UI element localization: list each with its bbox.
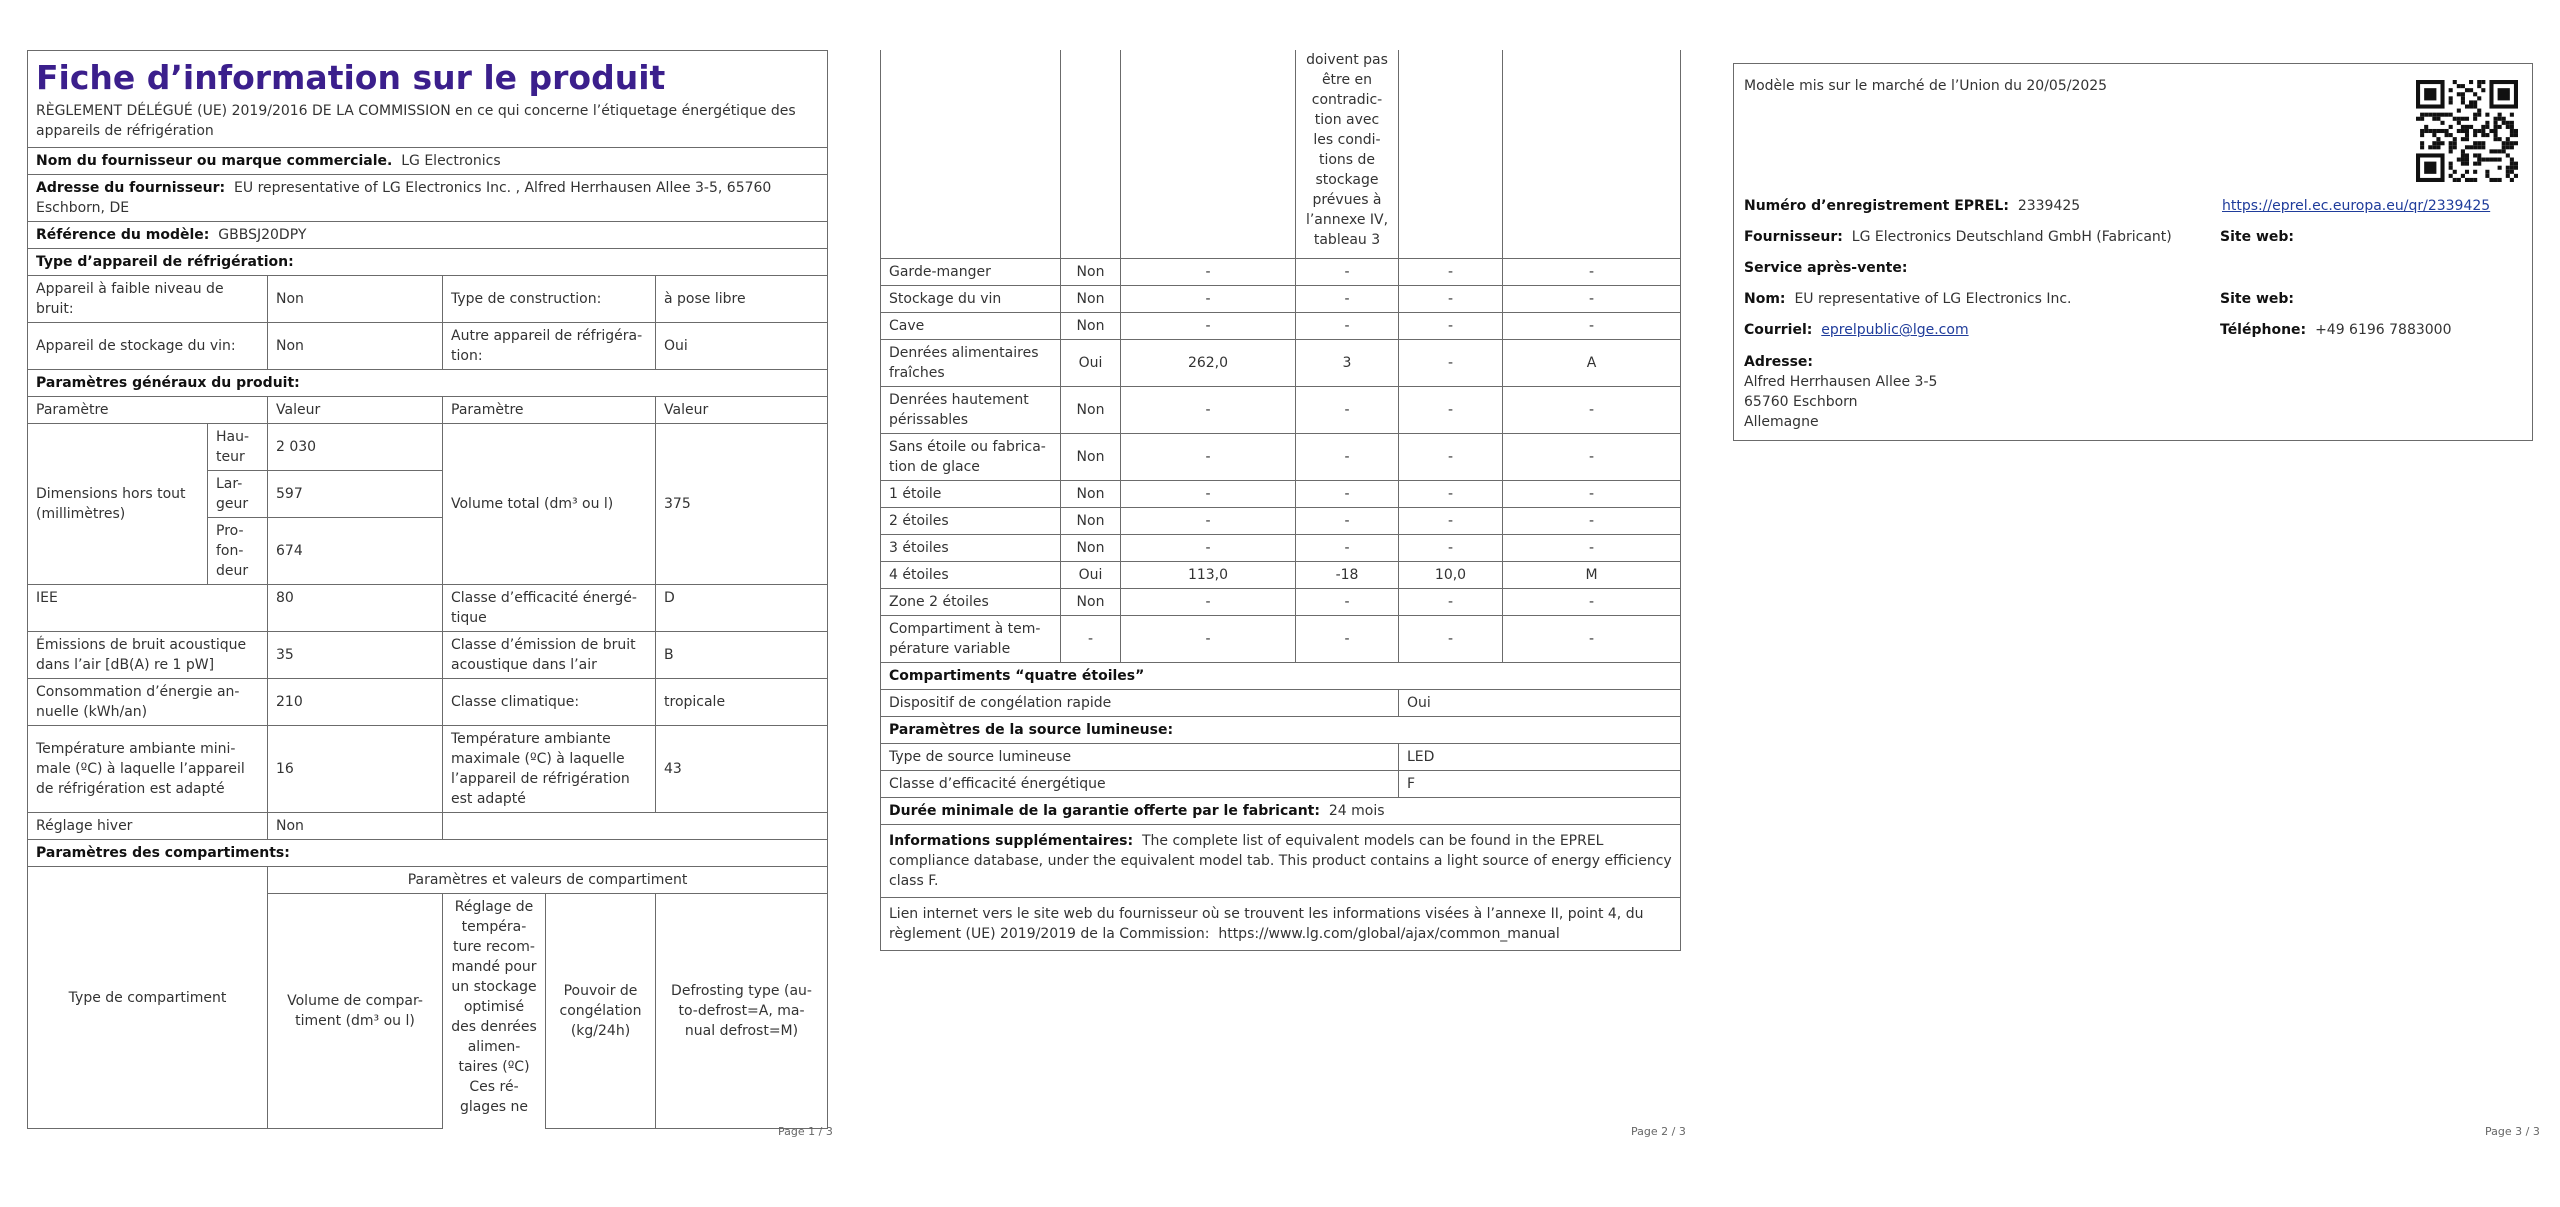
construction-value: à pose libre	[656, 276, 828, 323]
page-2	[880, 50, 1680, 951]
supplier-value: LG Electronics Deutschland GmbH (Fabricant)	[1851, 229, 2172, 245]
compartment-row	[881, 588, 1681, 615]
compartment-volume: -	[1121, 386, 1296, 433]
product-info-table-2	[880, 50, 1681, 951]
compartment-row	[881, 386, 1681, 433]
market-date: Modèle mis sur le marché de l’Union du 20/05/2025	[1744, 78, 2108, 94]
light-class-value: F	[1399, 770, 1681, 797]
compartment-freeze: -	[1399, 534, 1503, 561]
blank-header-cell	[881, 50, 1061, 258]
noise-label: Émissions de bruit acoustique dans l’air [dB(A) re 1 pW]	[28, 632, 268, 679]
compartments-label: Paramètres des compartiments:	[28, 840, 828, 867]
manual-link[interactable]: https://www.lg.com/global/ajax/common_manual	[1218, 925, 1560, 942]
compartment-present: -	[1061, 615, 1121, 662]
extra-value: The complete list of equivalent models can be found in the EPREL compliance database, under the equivalent model tab. This product contains a light source of energy efficiency class F.	[889, 832, 1672, 889]
compartment-name: Stockage du vin	[881, 285, 1061, 312]
address-line-2: 65760 Eschborn	[1744, 394, 1858, 410]
compartment-name: Compartiment à tem-pérature variable	[881, 615, 1061, 662]
four-star-label: Compartiments “quatre étoiles”	[881, 662, 1681, 689]
wine-value: Non	[268, 323, 443, 370]
page-title: Fiche d’information sur le produit	[36, 58, 666, 97]
compartment-temp: -	[1296, 615, 1399, 662]
width-value: 597	[268, 471, 443, 518]
compartment-name: 1 étoile	[881, 480, 1061, 507]
compartment-present: Non	[1061, 433, 1121, 480]
compartment-defrost: A	[1503, 339, 1681, 386]
other-label: Autre appareil de réfrigéra-tion:	[443, 323, 656, 370]
email-link[interactable]: eprelpublic@lge.com	[1821, 322, 1969, 338]
compartment-name: 4 étoiles	[881, 561, 1061, 588]
compartment-temp: -	[1296, 258, 1399, 285]
supplier-name-label: Nom du fournisseur ou marque commerciale.	[36, 153, 393, 169]
total-volume-value: 375	[656, 424, 828, 585]
eprel-value: 2339425	[2017, 198, 2081, 214]
compartment-freeze: -	[1399, 339, 1503, 386]
compartment-present: Non	[1061, 312, 1121, 339]
comp-params-header: Paramètres et valeurs de compartiment	[268, 867, 828, 894]
compartment-volume: 262,0	[1121, 339, 1296, 386]
compartment-name: Garde-manger	[881, 258, 1061, 285]
name-value: EU representative of LG Electronics Inc.	[1794, 291, 2072, 307]
comp-volume-header: Volume de compar-timent (dm³ ou l)	[268, 894, 443, 1129]
light-class-label: Classe d’efficacité énergétique	[881, 770, 1399, 797]
compartment-freeze: 10,0	[1399, 561, 1503, 588]
compartment-row	[881, 507, 1681, 534]
total-volume-label: Volume total (dm³ ou l)	[443, 424, 656, 585]
compartment-name: 2 étoiles	[881, 507, 1061, 534]
comp-type-header: Type de compartiment	[28, 867, 268, 1129]
compartment-temp: -	[1296, 433, 1399, 480]
winter-label: Réglage hiver	[28, 813, 268, 840]
supplier-address-label: Adresse du fournisseur:	[36, 180, 226, 196]
compartment-volume: -	[1121, 433, 1296, 480]
compartment-row	[881, 433, 1681, 480]
iee-value: 80	[268, 585, 443, 632]
compartment-volume: 113,0	[1121, 561, 1296, 588]
value-header-1: Valeur	[268, 397, 443, 424]
energy-value: 210	[268, 679, 443, 726]
light-label: Paramètres de la source lumineuse:	[881, 716, 1681, 743]
comp-freeze-header: Pouvoir de congélation (kg/24h)	[546, 894, 656, 1129]
wine-label: Appareil de stockage du vin:	[28, 323, 268, 370]
compartment-present: Non	[1061, 534, 1121, 561]
website-label-2: Site web:	[2220, 291, 2294, 307]
iee-label: IEE	[28, 585, 268, 632]
compartment-temp: -	[1296, 386, 1399, 433]
blank-header-cell	[1121, 50, 1296, 258]
compartment-freeze: -	[1399, 386, 1503, 433]
model-ref-value: GBBSJ20DPY	[218, 227, 307, 243]
tmin-label: Température ambiante mini-male (ºC) à laquelle l’appareil de réfrigération est adapté	[28, 726, 268, 813]
compartment-present: Non	[1061, 507, 1121, 534]
compartment-present: Non	[1061, 285, 1121, 312]
name-label: Nom:	[1744, 291, 1786, 307]
param-header-2: Paramètre	[443, 397, 656, 424]
compartment-volume: -	[1121, 534, 1296, 561]
compartment-defrost: -	[1503, 480, 1681, 507]
warranty-label: Durée minimale de la garantie offerte par le fabricant:	[889, 802, 1320, 819]
param-header-1: Paramètre	[28, 397, 268, 424]
compartment-present: Non	[1061, 386, 1121, 433]
compartment-defrost: -	[1503, 615, 1681, 662]
link-text: Lien internet vers le site web du fournisseur où se trouvent les informations visées à l’annexe II, point 4, du règlement (UE) 2019/2019 de la Commission:	[889, 905, 1644, 942]
page-3-contact-box	[1733, 63, 2533, 441]
compartment-volume: -	[1121, 312, 1296, 339]
dims-label: Dimensions hors tout (millimètres)	[28, 424, 208, 585]
compartment-name: 3 étoiles	[881, 534, 1061, 561]
regulation-text: RÈGLEMENT DÉLÉGUÉ (UE) 2019/2016 DE LA COMMISSION en ce qui concerne l’étiquetage énergétique des appareils de réfrigération	[36, 103, 796, 139]
climate-value: tropicale	[656, 679, 828, 726]
page-number-2: Page 2 / 3	[1631, 1125, 1686, 1138]
supplier-name-value: LG Electronics	[401, 153, 501, 169]
depth-value: 674	[268, 518, 443, 585]
height-value: 2 030	[268, 424, 443, 471]
address-line-1: Alfred Herrhausen Allee 3-5	[1744, 374, 1938, 390]
compartment-defrost: -	[1503, 386, 1681, 433]
page-1	[27, 50, 827, 1129]
blank-header-cell	[1503, 50, 1681, 258]
height-label: Hau-teur	[208, 424, 268, 471]
phone-value: +49 6196 7883000	[2315, 322, 2452, 338]
tmin-value: 16	[268, 726, 443, 813]
compartment-freeze: -	[1399, 507, 1503, 534]
page-number-3: Page 3 / 3	[2485, 1125, 2540, 1138]
compartment-row	[881, 534, 1681, 561]
noise-class-label: Classe d’émission de bruit acoustique dans l’air	[443, 632, 656, 679]
compartment-volume: -	[1121, 285, 1296, 312]
compartment-volume: -	[1121, 615, 1296, 662]
compartment-temp: -	[1296, 507, 1399, 534]
extra-label: Informations supplémentaires:	[889, 832, 1134, 849]
depth-label: Pro-fon-deur	[208, 518, 268, 585]
compartment-freeze: -	[1399, 433, 1503, 480]
product-info-table-1	[27, 50, 828, 1129]
compartment-freeze: -	[1399, 258, 1503, 285]
other-value: Oui	[656, 323, 828, 370]
compartment-temp: -	[1296, 312, 1399, 339]
compartment-row	[881, 480, 1681, 507]
fast-freeze-value: Oui	[1399, 689, 1681, 716]
compartment-name: Denrées hautement périssables	[881, 386, 1061, 433]
compartment-present: Non	[1061, 588, 1121, 615]
compartment-name: Denrées alimentaires fraîches	[881, 339, 1061, 386]
model-ref-label: Référence du modèle:	[36, 227, 210, 243]
compartment-defrost: -	[1503, 285, 1681, 312]
compartment-row	[881, 312, 1681, 339]
compartment-freeze: -	[1399, 615, 1503, 662]
eprel-url-link[interactable]: https://eprel.ec.europa.eu/qr/2339425	[2222, 198, 2491, 214]
construction-label: Type de construction:	[443, 276, 656, 323]
compartment-row	[881, 285, 1681, 312]
compartment-temp: -	[1296, 534, 1399, 561]
compartment-defrost: -	[1503, 507, 1681, 534]
compartment-present: Non	[1061, 480, 1121, 507]
compartment-row	[881, 615, 1681, 662]
warranty-value: 24 mois	[1328, 802, 1385, 819]
compartment-volume: -	[1121, 258, 1296, 285]
compartment-defrost: -	[1503, 312, 1681, 339]
compartment-volume: -	[1121, 480, 1296, 507]
compartment-volume: -	[1121, 588, 1296, 615]
eprel-label: Numéro d’enregistrement EPREL:	[1744, 198, 2009, 214]
compartment-freeze: -	[1399, 312, 1503, 339]
blank-header-cell	[1061, 50, 1121, 258]
qr-code-icon	[2416, 80, 2518, 182]
energy-label: Consommation d’énergie an-nuelle (kWh/an)	[28, 679, 268, 726]
compartment-temp: -	[1296, 285, 1399, 312]
compartment-name: Zone 2 étoiles	[881, 588, 1061, 615]
compartment-present: Oui	[1061, 339, 1121, 386]
climate-label: Classe climatique:	[443, 679, 656, 726]
compartment-present: Oui	[1061, 561, 1121, 588]
light-type-label: Type de source lumineuse	[881, 743, 1399, 770]
value-header-2: Valeur	[656, 397, 828, 424]
supplier-address-value: EU representative of LG Electronics Inc. , Alfred Herrhausen Allee 3-5, 65760 Eschborn, DE	[36, 180, 772, 216]
service-label: Service après-vente:	[1744, 260, 1908, 276]
compartment-defrost: -	[1503, 433, 1681, 480]
comp-temp-header: Réglage de tempéra-ture recom-mandé pour un stockage optimisé des denrées alimen-taires (ºC) Ces ré-glages ne	[443, 894, 546, 1129]
winter-value: Non	[268, 813, 443, 840]
eff-class-label: Classe d’efficacité énergé-tique	[443, 585, 656, 632]
light-type-value: LED	[1399, 743, 1681, 770]
compartment-defrost: -	[1503, 588, 1681, 615]
compartment-defrost: M	[1503, 561, 1681, 588]
appliance-type-label: Type d’appareil de réfrigération:	[28, 249, 828, 276]
compartment-temp: -	[1296, 480, 1399, 507]
tmax-label: Température ambiante maximale (ºC) à laquelle l’appareil de réfrigération est adapté	[443, 726, 656, 813]
page-number-1: Page 1 / 3	[778, 1125, 833, 1138]
eff-class-value: D	[656, 585, 828, 632]
compartment-freeze: -	[1399, 285, 1503, 312]
compartment-defrost: -	[1503, 534, 1681, 561]
compartment-temp: 3	[1296, 339, 1399, 386]
compartment-name: Sans étoile ou fabrica-tion de glace	[881, 433, 1061, 480]
compartment-temp: -	[1296, 588, 1399, 615]
compartment-volume: -	[1121, 507, 1296, 534]
noise-value: 35	[268, 632, 443, 679]
compartment-freeze: -	[1399, 588, 1503, 615]
phone-label: Téléphone:	[2220, 322, 2307, 338]
address-label: Adresse:	[1744, 354, 1814, 370]
compartment-row	[881, 339, 1681, 386]
low-noise-label: Appareil à faible niveau de bruit:	[28, 276, 268, 323]
compartment-row	[881, 258, 1681, 285]
comp-temp-header-cont: doivent pas être en contradic-tion avec les condi-tions de stockage prévues à l’annexe IV, tableau 3	[1296, 50, 1399, 258]
width-label: Lar-geur	[208, 471, 268, 518]
general-params-label: Paramètres généraux du produit:	[28, 370, 828, 397]
compartment-defrost: -	[1503, 258, 1681, 285]
compartment-name: Cave	[881, 312, 1061, 339]
noise-class-value: B	[656, 632, 828, 679]
compartment-present: Non	[1061, 258, 1121, 285]
compartment-row	[881, 561, 1681, 588]
email-label: Courriel:	[1744, 322, 1813, 338]
website-label-1: Site web:	[2220, 229, 2294, 245]
supplier-label: Fournisseur:	[1744, 229, 1843, 245]
blank-header-cell	[1399, 50, 1503, 258]
low-noise-value: Non	[268, 276, 443, 323]
address-line-3: Allemagne	[1744, 414, 1819, 430]
tmax-value: 43	[656, 726, 828, 813]
compartment-freeze: -	[1399, 480, 1503, 507]
comp-defrost-header: Defrosting type (au-to-defrost=A, ma-nual defrost=M)	[656, 894, 828, 1129]
empty-cell	[443, 813, 828, 840]
fast-freeze-label: Dispositif de congélation rapide	[881, 689, 1399, 716]
compartment-temp: -18	[1296, 561, 1399, 588]
